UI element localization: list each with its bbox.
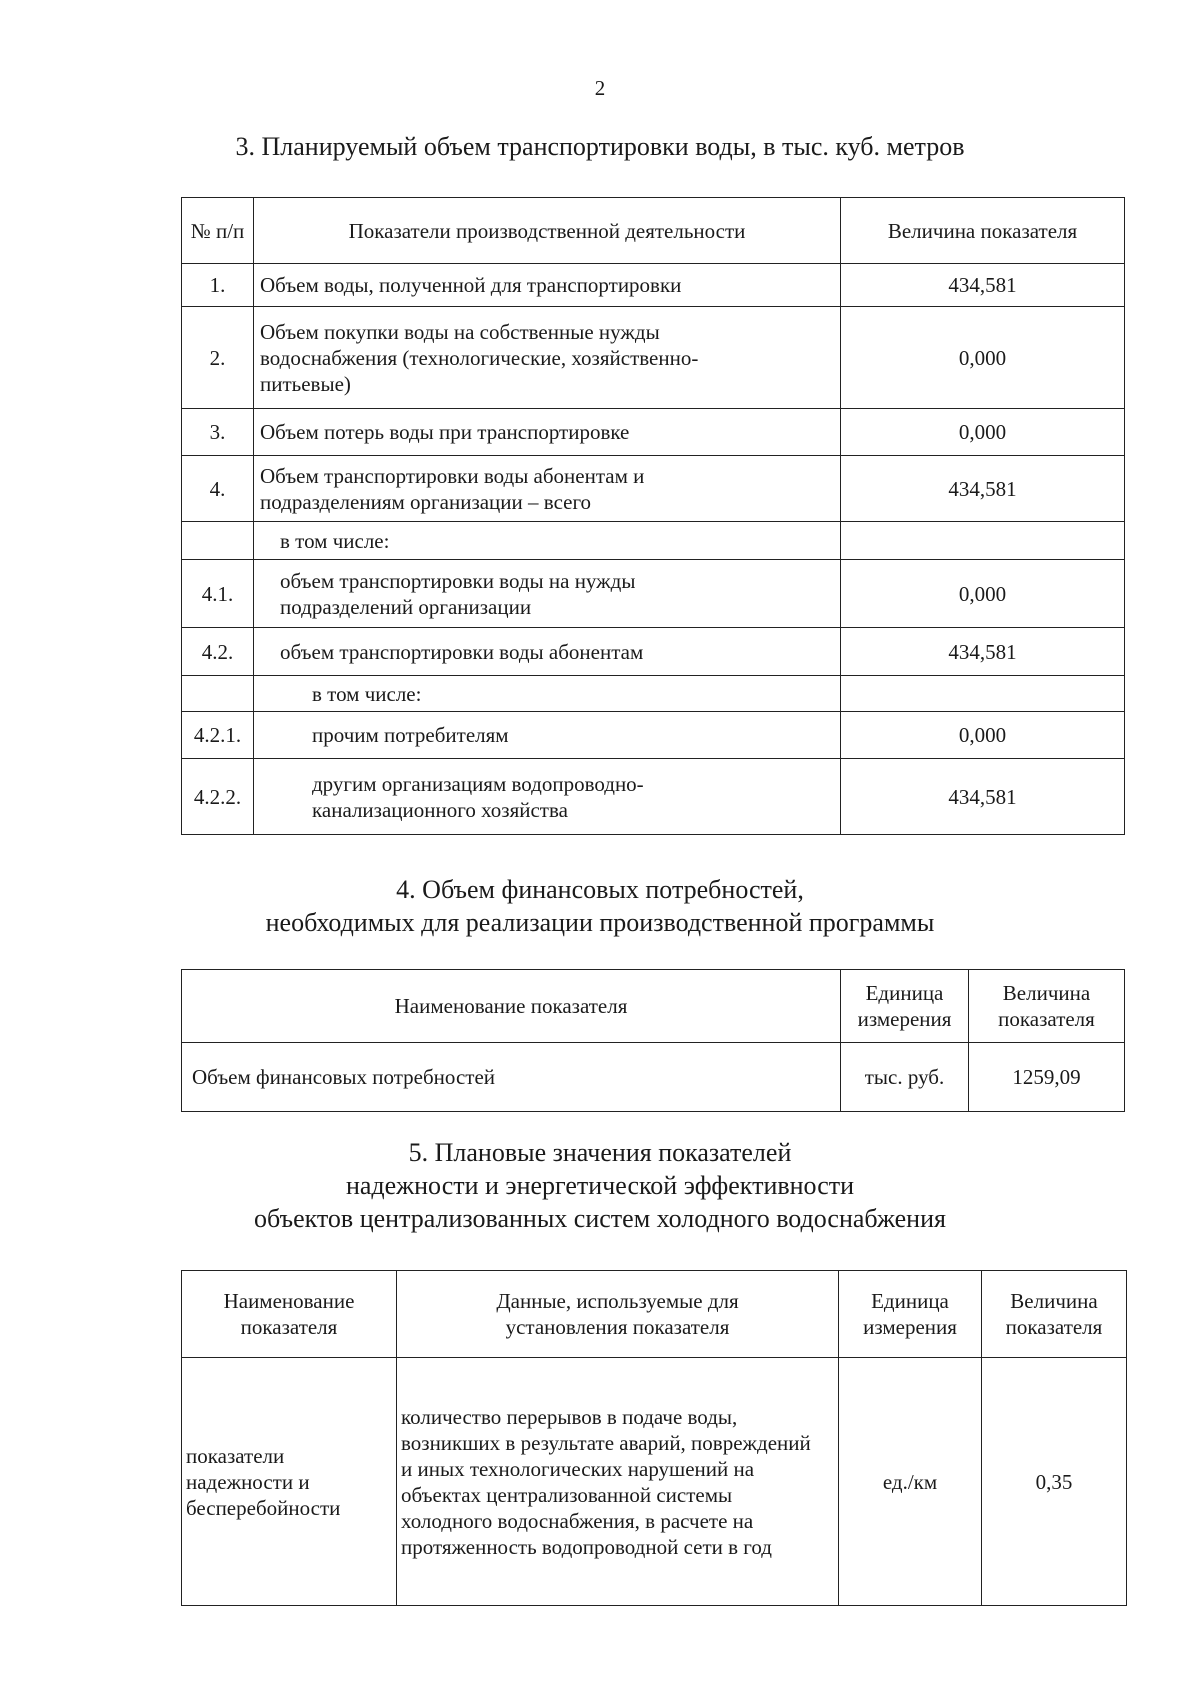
col-header-value: Величина показателя [969, 970, 1125, 1043]
table-row [182, 676, 1125, 712]
row-value: 0,35 [982, 1358, 1127, 1606]
row-name: в том числе: [254, 676, 841, 712]
row-name: объем транспортировки воды абонентам [254, 628, 841, 676]
row-num [182, 522, 254, 560]
table-row [182, 1358, 1127, 1606]
row-value [841, 676, 1125, 712]
table-header-row [182, 970, 1125, 1043]
row-num: 3. [182, 409, 254, 456]
row-num [182, 676, 254, 712]
row-value: 0,000 [841, 560, 1125, 628]
row-name: Объем покупки воды на собственные нужды водоснабжения (технологические, хозяйственно-питьевые) [254, 307, 841, 409]
row-value: 434,581 [841, 264, 1125, 307]
col-header-unit: Единица измерения [841, 970, 969, 1043]
row-value: 1259,09 [969, 1043, 1125, 1112]
col-header-data-used: Данные, используемые для установления показателя [397, 1271, 839, 1358]
row-num: 4. [182, 456, 254, 522]
section5-title-line3: объектов централизованных систем холодного водоснабжения [254, 1204, 946, 1233]
row-name: Объем потерь воды при транспортировке [254, 409, 841, 456]
row-name: в том числе: [254, 522, 841, 560]
table-row [182, 307, 1125, 409]
col-header-unit: Единица измерения [839, 1271, 982, 1358]
row-name: показатели надежности и бесперебойности [182, 1358, 397, 1606]
row-num: 4.1. [182, 560, 254, 628]
row-value [841, 522, 1125, 560]
table-row [182, 712, 1125, 759]
row-name: другим организациям водопроводно-канализационного хозяйства [254, 759, 841, 835]
col-header-indicator-name: Наименование показателя [182, 1271, 397, 1358]
section5-title [0, 1136, 1200, 1235]
col-header-value: Величина показателя [841, 198, 1125, 264]
row-name: прочим потребителям [254, 712, 841, 759]
financial-needs-table [181, 969, 1125, 1112]
row-value: 0,000 [841, 307, 1125, 409]
table-header-row [182, 1271, 1127, 1358]
table-row [182, 628, 1125, 676]
row-name: Объем финансовых потребностей [182, 1043, 841, 1112]
row-name: Объем воды, полученной для транспортировки [254, 264, 841, 307]
row-value: 434,581 [841, 456, 1125, 522]
table-row [182, 1043, 1125, 1112]
row-num: 4.2.1. [182, 712, 254, 759]
row-name: Объем транспортировки воды абонентам и подразделениям организации – всего [254, 456, 841, 522]
row-num: 4.2. [182, 628, 254, 676]
col-header-value: Величина показателя [982, 1271, 1127, 1358]
section3-title-text: 3. Планируемый объем транспортировки воды, в тыс. куб. метров [235, 132, 965, 161]
row-data: количество перерывов в подаче воды, возникших в результате аварий, повреждений и иных технологических нарушений на объектах централизованной системы холодного водоснабжения, в расчете на протяженность водопроводной сети в год [397, 1358, 839, 1606]
row-unit: тыс. руб. [841, 1043, 969, 1112]
table-header-row [182, 198, 1125, 264]
reliability-indicators-table [181, 1270, 1127, 1606]
table-row [182, 409, 1125, 456]
col-header-indicator: Показатели производственной деятельности [254, 198, 841, 264]
row-num: 4.2.2. [182, 759, 254, 835]
row-value: 0,000 [841, 409, 1125, 456]
row-name: объем транспортировки воды на нужды подразделений организации [254, 560, 841, 628]
row-num: 2. [182, 307, 254, 409]
row-value: 434,581 [841, 759, 1125, 835]
row-unit: ед./км [839, 1358, 982, 1606]
table-row [182, 759, 1125, 835]
section3-title [0, 130, 1200, 163]
table-row [182, 456, 1125, 522]
section4-title [0, 873, 1200, 939]
row-num: 1. [182, 264, 254, 307]
table-row [182, 264, 1125, 307]
section5-title-line2: надежности и энергетической эффективности [345, 1171, 855, 1200]
row-value: 0,000 [841, 712, 1125, 759]
water-transport-table [181, 197, 1125, 835]
table-row [182, 560, 1125, 628]
col-header-num: № п/п [182, 198, 254, 264]
table-row [182, 522, 1125, 560]
section4-title-line2: необходимых для реализации производственной программы [265, 908, 935, 937]
page-number: 2 [594, 76, 606, 100]
section4-title-line1: 4. Объем финансовых потребностей, [396, 875, 804, 904]
row-value: 434,581 [841, 628, 1125, 676]
section5-title-line1: 5. Плановые значения показателей [408, 1138, 792, 1167]
col-header-indicator-name: Наименование показателя [182, 970, 841, 1043]
